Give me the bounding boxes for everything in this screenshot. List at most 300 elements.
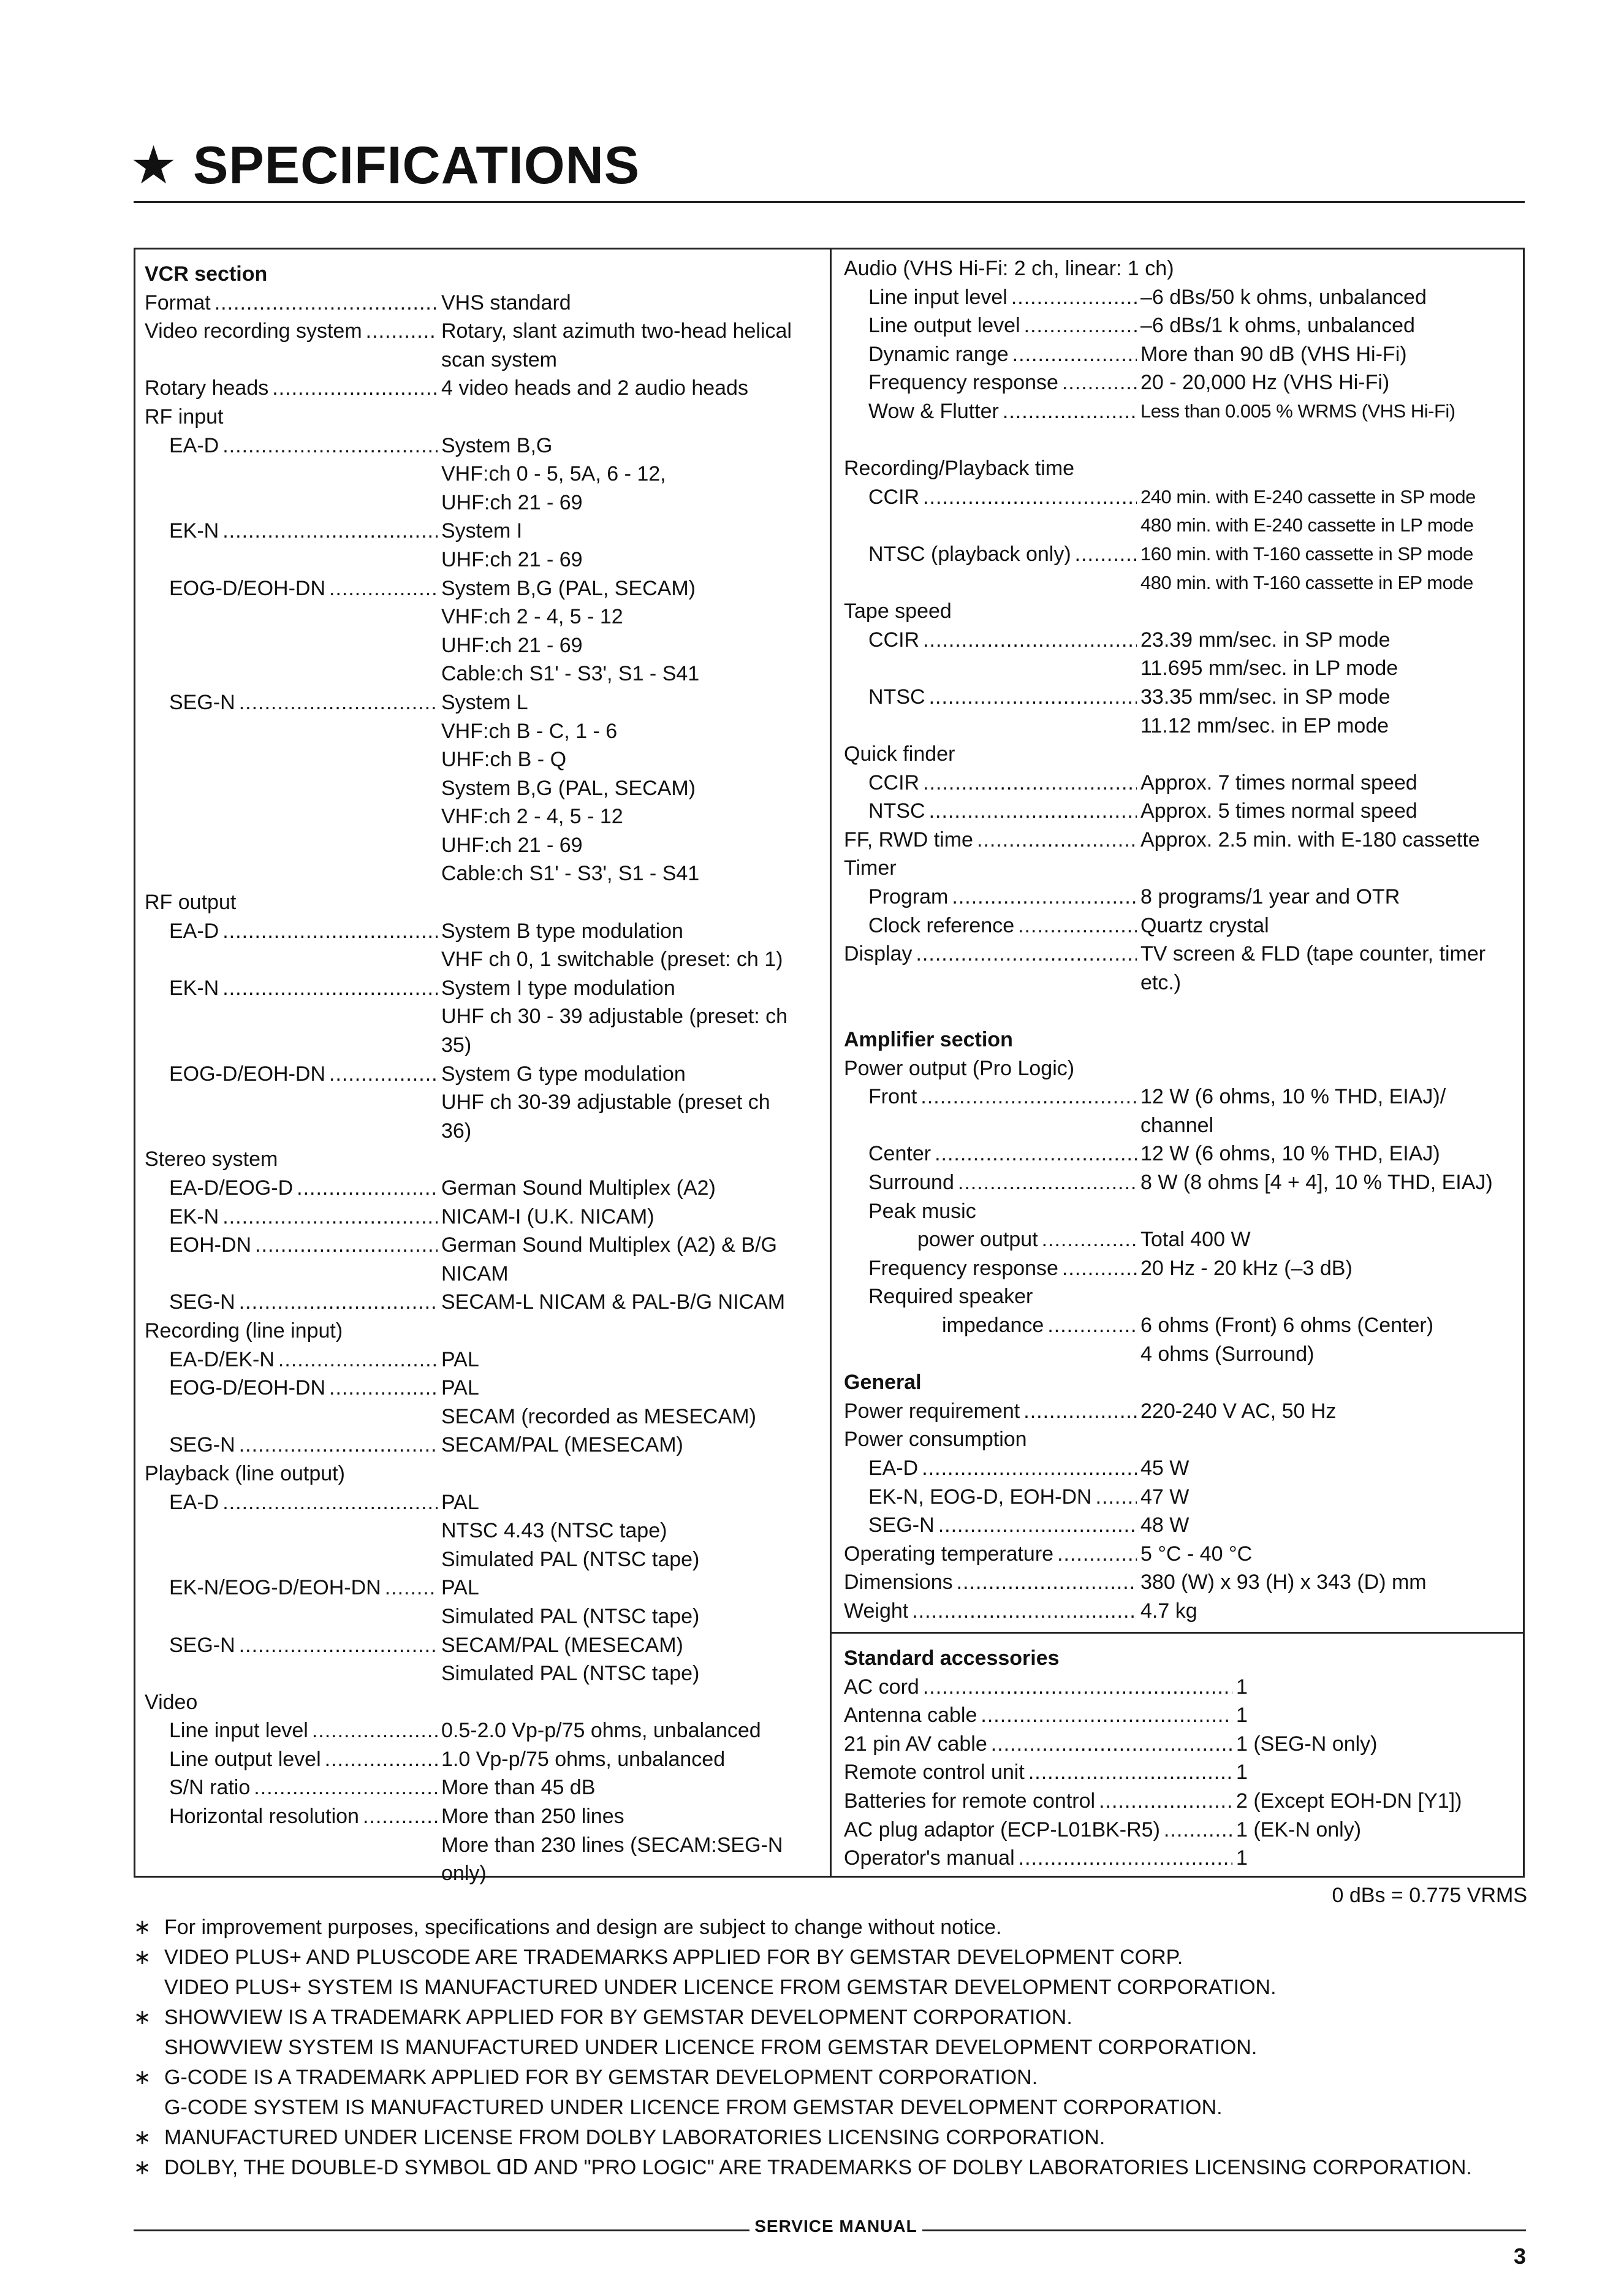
section-heading [844,1644,1518,1673]
spec-row [145,1773,825,1802]
spec-row [844,1568,1518,1597]
spec-row [145,1831,825,1860]
spec-value: 12 W (6 ohms, 10 % THD, EIAJ)/ [1140,1085,1446,1109]
spec-row [145,489,825,517]
spec-row [844,797,1518,826]
spec-label: EA-D [169,433,219,457]
spec-value: System B,G (PAL, SECAM) [441,776,696,800]
spec-label: power output [917,1228,1038,1252]
spec-value: 1 [1236,1675,1248,1699]
spec-label: RF input [145,405,224,428]
spec-label: impedance [942,1313,1044,1337]
spec-value: –6 dBs/50 k ohms, unbalanced [1140,285,1427,309]
dot-leader [214,289,438,318]
dot-leader [923,626,1137,655]
spec-value: More than 250 lines [441,1805,624,1829]
footnote-line: G-CODE SYSTEM IS MANUFACTURED UNDER LICENCE FROM GEMSTAR DEVELOPMENT CORPORATION. [164,2096,1223,2119]
dot-leader [254,1773,438,1802]
spec-row [145,1859,825,1888]
spec-row [844,1282,1518,1311]
spec-value: 20 - 20,000 Hz (VHS Hi-Fi) [1140,371,1390,395]
spec-value: PAL [441,1490,479,1514]
spec-label: Quick finder [844,742,955,766]
spec-row [145,1659,825,1688]
spec-label: SEG-N [169,1633,235,1657]
spec-label: NTSC [868,799,925,823]
spec-row [844,283,1518,312]
spec-row [145,432,825,460]
dot-leader [239,1631,438,1660]
spec-row [145,1088,825,1117]
dot-leader [312,1716,438,1745]
spec-label: NTSC (playback only) [868,542,1071,566]
spec-label: Rotary heads [145,376,269,400]
spec-label: EA-D/EOG-D [169,1176,294,1200]
spec-row [844,1111,1518,1140]
spec-row [145,574,825,603]
dot-leader [222,517,438,546]
dot-leader [272,374,438,403]
spec-value: Simulated PAL (NTSC tape) [441,1547,700,1571]
spec-value: 48 W [1140,1513,1190,1537]
spec-row [145,1716,825,1745]
spec-label: Stereo system [145,1148,278,1171]
spec-row [844,454,1518,483]
spec-label: Video [145,1690,198,1714]
spec-label: Dimensions [844,1571,953,1594]
spec-row [844,569,1518,598]
spec-label: Playback (line output) [145,1461,345,1485]
dot-leader [239,688,438,717]
spec-label: Tape speed [844,600,952,623]
dot-leader [938,1511,1137,1540]
dot-leader [1164,1816,1232,1845]
spec-value: 20 Hz - 20 kHz (–3 dB) [1140,1256,1353,1280]
spec-value: UHF:ch 21 - 69 [441,547,583,571]
dot-leader [366,317,438,346]
asterisk-icon: ∗ [134,2156,151,2179]
dot-leader [222,1203,438,1232]
spec-value: Less than 0.005 % WRMS (VHS Hi-Fi) [1140,400,1455,422]
footnote [134,2063,1531,2123]
spec-label: EA-D [868,1456,919,1480]
spec-label: Standard accessories [844,1647,1060,1670]
spec-value: 160 min. with T-160 cassette in SP mode [1140,543,1473,565]
spec-value: UHF:ch B - Q [441,748,567,772]
spec-label: Recording (line input) [145,1319,343,1342]
dot-leader [1075,540,1137,569]
spec-label: VCR section [145,262,268,286]
spec-value: System G type modulation [441,1062,686,1086]
dot-leader [329,1060,438,1089]
spec-label: Timer [844,856,897,880]
spec-label: SEG-N [169,690,235,714]
spec-row [145,917,825,946]
spec-label: SEG-N [868,1513,935,1537]
spec-row [844,940,1518,969]
spec-value: System B type modulation [441,919,683,943]
dot-leader [239,1431,438,1460]
spec-row [145,1060,825,1089]
dot-leader [935,1140,1137,1168]
dot-leader [385,1574,438,1602]
spec-row [844,1425,1518,1454]
spec-value: 2 (Except EOH-DN [Y1]) [1236,1789,1462,1813]
spec-value: 0.5-2.0 Vp-p/75 ohms, unbalanced [441,1719,761,1743]
spec-value: 35) [441,1034,472,1057]
dot-leader [1024,311,1137,340]
spec-label: EOG-D/EOH-DN [169,1062,325,1086]
footnote [134,1943,1531,2003]
spec-value: 23.39 mm/sec. in SP mode [1140,628,1391,652]
spec-row [145,1745,825,1774]
spec-label: Center [868,1142,932,1166]
spec-row [844,1225,1518,1254]
dot-leader [920,1083,1137,1111]
spec-value: System I type modulation [441,976,675,1000]
dot-leader [952,883,1137,912]
spec-value: 33.35 mm/sec. in SP mode [1140,685,1391,709]
spec-row [844,626,1518,655]
section-heading [844,1026,1518,1054]
spec-label: Batteries for remote control [844,1789,1096,1813]
spec-row [844,1254,1518,1283]
spec-value: More than 45 dB [441,1776,596,1800]
spec-value: System I [441,519,523,543]
spec-row [844,712,1518,741]
spec-label: Peak music [868,1199,976,1223]
dot-leader [957,1568,1137,1597]
spec-row [844,654,1518,683]
spec-row [844,769,1518,798]
spec-row [844,540,1518,569]
spec-row [844,854,1518,883]
spec-value: 220-240 V AC, 50 Hz [1140,1399,1337,1423]
spec-row [844,1397,1518,1426]
spec-value: German Sound Multiplex (A2) & B/G [441,1233,778,1257]
footnote [134,2153,1531,2183]
spec-value: UHF:ch 21 - 69 [441,633,583,657]
spec-row [844,1054,1518,1083]
footer-rule-left [134,2229,749,2231]
spec-row [844,1787,1518,1816]
spec-row [145,945,825,974]
spec-label: EA-D/EK-N [169,1347,275,1371]
spec-row [844,1511,1518,1540]
spec-row [145,1288,825,1317]
spec-value: 11.695 mm/sec. in LP mode [1140,657,1398,680]
spec-row [145,403,825,432]
dot-leader [1023,1397,1137,1426]
spec-label: FF, RWD time [844,828,973,851]
spec-row [844,254,1518,283]
dot-leader [1018,912,1137,940]
spec-row [145,1574,825,1602]
spec-row [844,1730,1518,1759]
spec-row [145,1488,825,1517]
spec-value: VHS standard [441,291,571,314]
spec-value: UHF:ch 21 - 69 [441,833,583,857]
dot-leader [222,432,438,460]
spec-row [145,1203,825,1232]
spec-value: TV screen & FLD (tape counter, timer [1140,942,1486,966]
spec-row [145,1403,825,1431]
spec-row [145,289,825,318]
spec-row [145,859,825,888]
spec-row [145,1602,825,1631]
footer-rule-right [922,2229,1526,2231]
footer-label: SERVICE MANUAL [754,2217,917,2236]
spec-label: EA-D [169,919,219,943]
spec-row [145,317,825,346]
spec-value: SECAM/PAL (MESECAM) [441,1433,683,1457]
spec-label: CCIR [868,628,920,652]
spec-value: only) [441,1862,487,1886]
spec-row [145,660,825,688]
spec-row [145,888,825,917]
dot-leader [923,483,1137,512]
spec-row [844,511,1518,540]
spec-value: SECAM (recorded as MESECAM) [441,1404,756,1428]
spec-row [145,1460,825,1488]
spec-row [145,460,825,489]
spec-label: AC plug adaptor (ECP-L01BK-R5) [844,1818,1160,1841]
spec-value: SECAM-L NICAM & PAL-B/G NICAM [441,1290,786,1314]
spec-row [145,1317,825,1346]
dot-leader [929,797,1137,826]
footnote-line: VIDEO PLUS+ SYSTEM IS MANUFACTURED UNDER LICENCE FROM GEMSTAR DEVELOPMENT CORPORATION. [164,1976,1277,1999]
spec-value: Approx. 2.5 min. with E-180 cassette [1140,828,1480,851]
spec-value: 8 W (8 ohms [4 + 4], 10 % THD, EIAJ) [1140,1171,1493,1194]
dot-leader [929,683,1137,712]
spec-value: Rotary, slant azimuth two-head helical [441,319,792,343]
spec-label: Front [868,1085,917,1109]
spec-row [145,1545,825,1574]
spec-row [145,831,825,860]
dot-leader [363,1802,438,1831]
spec-value: UHF:ch 21 - 69 [441,490,583,514]
spec-label: CCIR [868,771,920,794]
spec-value: Cable:ch S1' - S3', S1 - S41 [441,862,700,886]
spec-label: Audio (VHS Hi-Fi: 2 ch, linear: 1 ch) [844,257,1174,280]
spec-label: Frequency response [868,1256,1058,1280]
spec-value: 4 ohms (Surround) [1140,1342,1315,1366]
spec-value: VHF:ch 2 - 4, 5 - 12 [441,605,623,629]
dot-leader [981,1701,1232,1730]
asterisk-icon: ∗ [134,2126,151,2149]
spec-row [145,631,825,660]
spec-value: Approx. 7 times normal speed [1140,771,1417,794]
spec-value: 45 W [1140,1456,1190,1480]
spec-row [844,1540,1518,1569]
footnote-line: DOLBY, THE DOUBLE-D SYMBOL ᗡᗞ AND "PRO LOGIC" ARE TRADEMARKS OF DOLBY LABORATORIES LICENSING CORPORATION. [164,2156,1472,2179]
dot-leader [923,769,1137,798]
spec-row [145,374,825,403]
spec-value: 1 [1236,1761,1248,1784]
spec-row [145,1688,825,1717]
spec-row [844,1483,1518,1512]
spec-value: 12 W (6 ohms, 10 % THD, EIAJ) [1140,1142,1440,1166]
spec-value: 1 [1236,1704,1248,1727]
dot-leader [255,1231,438,1260]
spec-value: VHF ch 0, 1 switchable (preset: ch 1) [441,948,783,972]
spec-row [844,597,1518,626]
spec-value: Simulated PAL (NTSC tape) [441,1604,700,1628]
dot-leader [1096,1483,1137,1512]
spec-value: NICAM [441,1262,509,1285]
spec-value: 4.7 kg [1140,1599,1197,1623]
spec-value: NICAM-I (U.K. NICAM) [441,1205,655,1228]
spec-row [145,974,825,1003]
spec-row [844,1816,1518,1845]
spec-row [145,774,825,803]
dot-leader [222,1488,438,1517]
spec-value: System L [441,690,528,714]
page-title: ★ SPECIFICATIONS [130,136,640,195]
spec-value: NTSC 4.43 (NTSC tape) [441,1519,667,1543]
dot-leader [1019,1844,1232,1873]
dot-leader [1099,1787,1232,1816]
dot-leader [325,1745,438,1774]
spec-row [844,1701,1518,1730]
spec-label: Format [145,291,211,314]
spec-row [145,1031,825,1060]
spec-row [145,1231,825,1260]
spec-label: Weight [844,1599,909,1623]
dot-leader [278,1346,438,1374]
spec-value: 47 W [1140,1485,1190,1509]
spec-value: UHF ch 30-39 adjustable (preset ch [441,1091,770,1114]
spec-row [145,717,825,746]
spec-label: AC cord [844,1675,919,1699]
spec-row [145,745,825,774]
dot-leader [1062,368,1137,397]
spec-row [844,426,1518,455]
spec-row [844,1168,1518,1197]
spec-label: SEG-N [169,1290,235,1314]
spec-label: Video recording system [145,319,362,343]
spec-label: General [844,1371,922,1395]
spec-label: SEG-N [169,1433,235,1457]
spec-value: 1 (SEG-N only) [1236,1732,1378,1756]
spec-value: 1 (EK-N only) [1236,1818,1362,1841]
spec-row [145,517,825,546]
spec-row [145,1002,825,1031]
spec-row [145,1346,825,1374]
spec-label: Frequency response [868,371,1058,395]
section-heading [844,1368,1518,1397]
spec-row [844,1311,1518,1340]
spec-row [145,1631,825,1660]
spec-value: UHF ch 30 - 39 adjustable (preset: ch [441,1005,788,1029]
spec-row [844,483,1518,512]
footnotes [134,1913,1531,2183]
spec-row [844,1758,1518,1787]
spec-label: Line input level [169,1719,308,1743]
spec-label: RF output [145,891,237,915]
spec-value: 380 (W) x 93 (H) x 343 (D) mm [1140,1571,1427,1594]
spec-row [145,1374,825,1403]
spec-row [145,1117,825,1146]
dot-leader [297,1174,438,1203]
asterisk-icon: ∗ [134,2066,151,2089]
spec-label: NTSC [868,685,925,709]
spec-column-right [844,254,1518,1626]
spec-value: More than 90 dB (VHS Hi-Fi) [1140,342,1407,366]
dot-leader [1003,397,1137,426]
spec-value: Simulated PAL (NTSC tape) [441,1662,700,1686]
spec-row [145,546,825,574]
spec-row [844,740,1518,769]
dot-leader [1012,340,1137,369]
dot-leader [977,826,1137,855]
dot-leader [1042,1225,1137,1254]
spec-label: S/N ratio [169,1776,251,1800]
spec-label: EK-N/EOG-D/EOH-DN [169,1576,381,1600]
spec-row [844,883,1518,912]
spec-value: 11.12 mm/sec. in EP mode [1140,714,1389,737]
spec-label: Line output level [169,1747,321,1771]
footnote-line: MANUFACTURED UNDER LICENSE FROM DOLBY LABORATORIES LICENSING CORPORATION. [164,2126,1106,2149]
spec-label: Power requirement [844,1399,1020,1423]
spec-label: Dynamic range [868,342,1009,366]
asterisk-icon: ∗ [134,1916,151,1939]
spec-row [844,1197,1518,1226]
spec-label: CCIR [868,485,920,509]
section-heading [145,260,825,289]
footnote-line: SHOWVIEW IS A TRADEMARK APPLIED FOR BY GEMSTAR DEVELOPMENT CORPORATION. [164,2006,1072,2029]
spec-label: EOH-DN [169,1233,252,1257]
spec-value: 480 min. with E-240 cassette in LP mode [1140,514,1474,536]
dot-leader [1062,1254,1137,1283]
spec-column-left [145,260,825,1888]
spec-row [844,997,1518,1026]
spec-value: 36) [441,1119,472,1143]
spec-value: –6 dBs/1 k ohms, unbalanced [1140,314,1415,338]
dot-leader [1028,1758,1232,1787]
spec-label: Power consumption [844,1428,1027,1452]
spec-value: VHF:ch 0 - 5, 5A, 6 - 12, [441,462,666,486]
spec-value: VHF:ch B - C, 1 - 6 [441,719,618,743]
dot-leader [222,974,438,1003]
spec-label: Display [844,942,913,966]
spec-label: Antenna cable [844,1704,977,1727]
dot-leader [239,1288,438,1317]
footnote [134,2123,1531,2153]
spec-label: EK-N [169,1205,219,1228]
dot-leader [329,574,438,603]
spec-row [145,802,825,831]
spec-value: Approx. 5 times normal speed [1140,799,1417,823]
spec-label: 21 pin AV cable [844,1732,987,1756]
spec-value: scan system [441,348,557,371]
spec-label: EK-N [169,976,219,1000]
spec-label: Line input level [868,285,1007,309]
spec-row [145,688,825,717]
spec-label: Surround [868,1171,954,1194]
spec-value: More than 230 lines (SECAM:SEG-N [441,1833,783,1857]
spec-value: System B,G (PAL, SECAM) [441,576,696,600]
spec-label: EOG-D/EOH-DN [169,576,325,600]
reference-note: 0 dBs = 0.775 VRMS [1332,1884,1527,1907]
page-number: 3 [1513,2244,1526,2269]
spec-row [844,826,1518,855]
spec-label: EA-D [169,1490,219,1514]
dot-leader [916,940,1137,969]
spec-row [145,346,825,375]
asterisk-icon: ∗ [134,2006,151,2029]
spec-row [145,1174,825,1203]
